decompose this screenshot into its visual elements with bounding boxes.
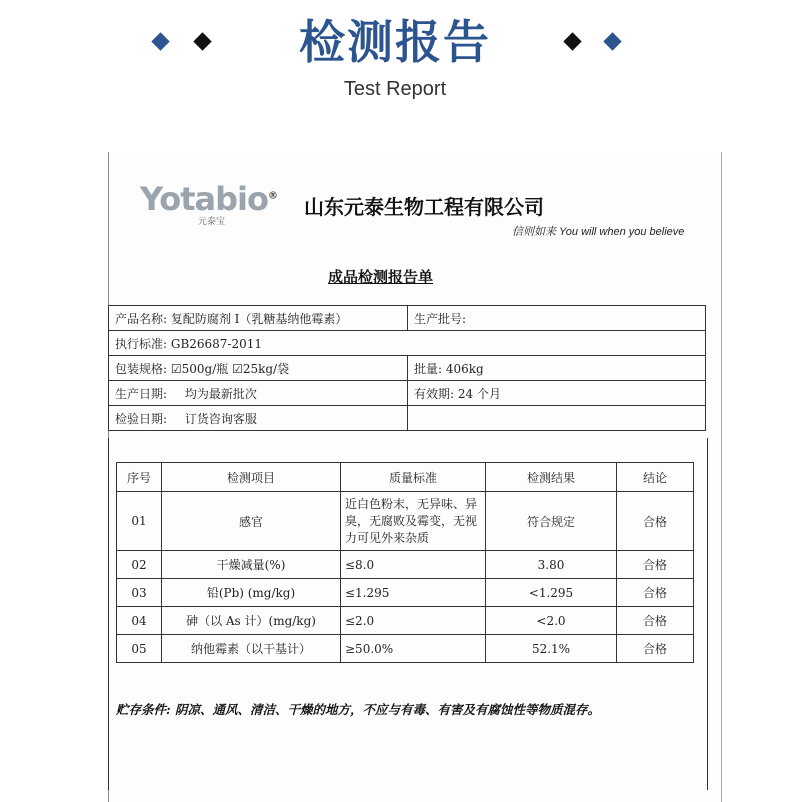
quantity: 批量: 406kg: [408, 356, 706, 381]
validity: 有效期: 24 个月: [408, 381, 706, 406]
table-row: 02 干燥减量(%) ≤8.0 3.80 合格: [117, 551, 694, 579]
product-name: 产品名称: 复配防腐剂 I（乳糖基纳他霉素）: [109, 306, 408, 331]
table-row: 01 感官 近白色粉末，无异味、异臭，无腐败及霉变，无视力可见外来杂质 符合规定 合格: [117, 492, 694, 551]
column-header: 结论: [617, 463, 694, 492]
column-header: 检测结果: [486, 463, 617, 492]
test-date: 检验日期: 订货咨询客服: [109, 406, 408, 431]
company-name: 山东元泰生物工程有限公司: [304, 195, 544, 219]
batch-number: 生产批号:: [408, 306, 706, 331]
page-title: 检测报告: [299, 15, 491, 69]
product-info-table: [108, 305, 706, 431]
logo-cn: 元泰宝: [198, 217, 226, 227]
column-header: 序号: [117, 463, 162, 492]
company-slogan: 信则如来 You will when you believe: [512, 226, 685, 238]
page-subtitle: Test Report: [343, 78, 447, 100]
storage-conditions: 贮存条件: 阴凉、通风、清洁、干燥的地方，不应与有毒、有害及有腐蚀性等物质混存。: [116, 702, 600, 717]
trademark-mark: ®: [267, 190, 277, 202]
column-header: 质量标准: [341, 463, 486, 492]
table-header-row: [117, 463, 694, 492]
table-row: 04 砷（以 As 计）(mg/kg) ≤2.0 <2.0 合格: [117, 607, 694, 635]
report-title: 成品检测报告单: [328, 268, 434, 286]
test-results-table: [116, 462, 694, 663]
production-date: 生产日期: 均为最新批次: [109, 381, 408, 406]
column-header: 检测项目: [162, 463, 341, 492]
table-row: 05 纳他霉素（以干基计） ≥50.0% 52.1% 合格: [117, 635, 694, 663]
standard: 执行标准: GB26687-2011: [109, 331, 706, 356]
company-logo: Yotabio®: [140, 180, 277, 218]
table-row: 03 铅(Pb) (mg/kg) ≤1.295 <1.295 合格: [117, 579, 694, 607]
page-header: [0, 0, 790, 130]
packaging: 包装规格: ☑500g/瓶 ☑25kg/袋: [109, 356, 408, 381]
